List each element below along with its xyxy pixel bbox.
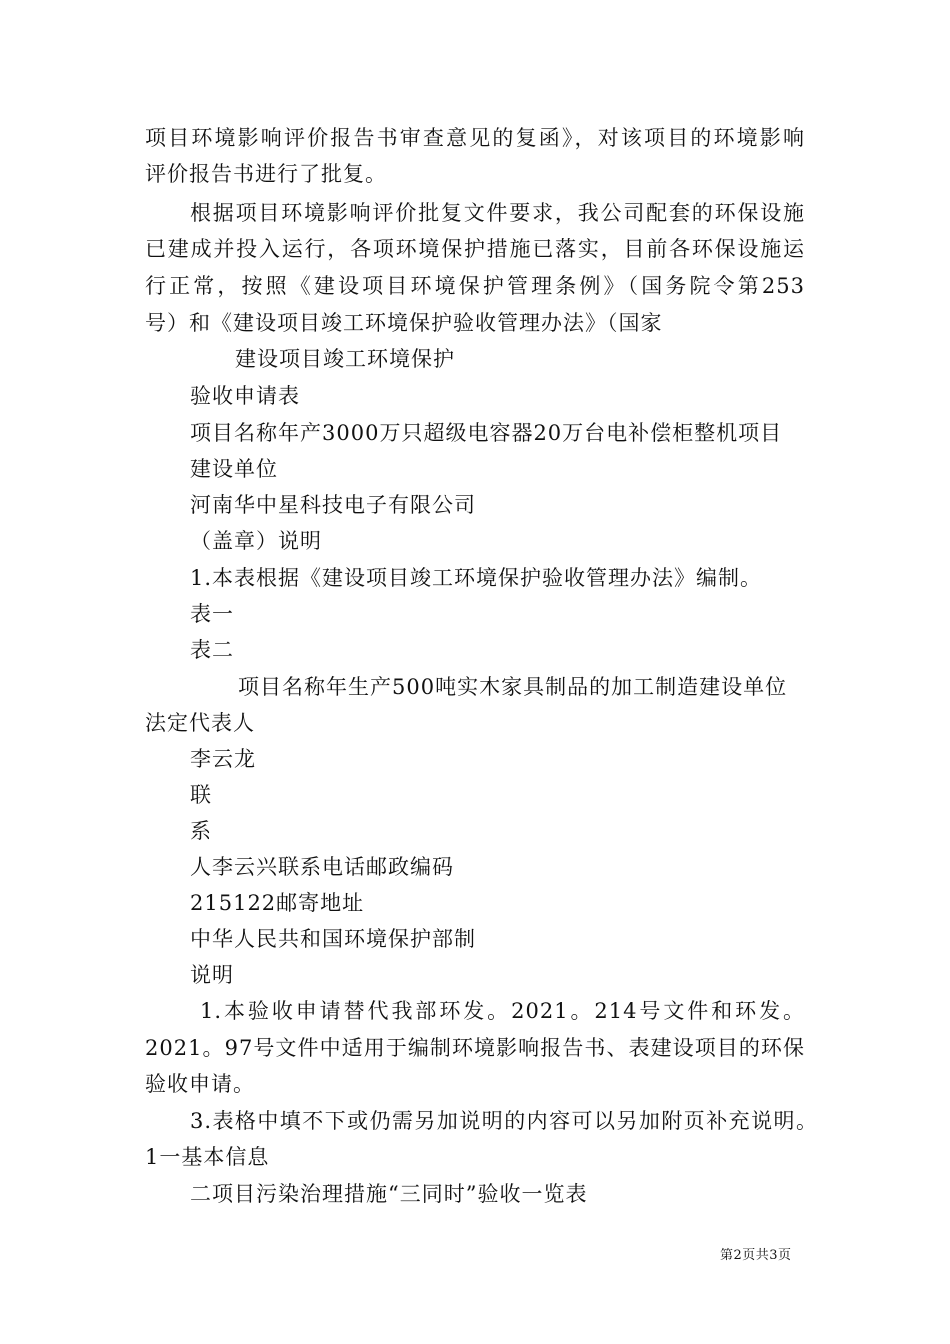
form-field-line: 李云龙 [190, 747, 256, 771]
paragraph-line: 评价报告书进行了批复。 [145, 162, 387, 186]
page-number-footer: 第2页共3页 [720, 1248, 792, 1263]
paragraph-line: 已建成并投入运行，各项环境保护措施已落实，目前各环保设施运 [145, 237, 805, 261]
paragraph-line: 二项目污染治理措施“三同时”验收一览表 [190, 1182, 588, 1206]
form-field-line: 1.本表根据《建设项目竣工环境保护验收管理办法》编制。 [190, 566, 763, 590]
form-field-line: 表二 [190, 638, 234, 662]
paragraph-line: 号）和《建设项目竣工环境保护验收管理办法》（国家 [145, 311, 663, 335]
form-field-line: 法定代表人 [145, 711, 255, 735]
form-field-line: 中华人民共和国环境保护部制 [190, 927, 476, 951]
paragraph-line: 3.表格中填不下或仍需另加说明的内容可以另加附页补充说明。 [190, 1109, 818, 1133]
form-field-line: 说明 [190, 963, 234, 987]
form-field-line: 项目名称年产3000万只超级电容器20万台电补偿柜整机项目 [190, 421, 783, 445]
paragraph-line: 2021。97号文件中适用于编制环境影响报告书、表建设项目的环保 [145, 1036, 805, 1060]
form-title-line: 建设项目竣工环境保护 [235, 347, 455, 371]
form-field-line: 215122邮寄地址 [190, 891, 365, 915]
paragraph-line: 行正常，按照《建设项目环境保护管理条例》（国务院令第253 [145, 274, 805, 298]
form-field-line: 河南华中星科技电子有限公司 [190, 493, 476, 517]
form-title-line: 验收申请表 [190, 384, 300, 408]
form-field-line: 人李云兴联系电话邮政编码 [190, 855, 454, 879]
form-field-line: 系 [190, 819, 212, 843]
form-field-line: 建设单位 [190, 457, 278, 481]
paragraph-line: 1.本验收申请替代我部环发。2021。214号文件和环发。 [200, 999, 805, 1023]
form-field-line: 联 [190, 783, 212, 807]
form-field-line: 项目名称年生产500吨实木家具制品的加工制造建设单位 [238, 675, 788, 699]
paragraph-line: 验收申请。 [145, 1072, 255, 1096]
paragraph-line: 根据项目环境影响评价批复文件要求，我公司配套的环保设施 [190, 201, 805, 225]
paragraph-line: 1一基本信息 [145, 1145, 270, 1169]
paragraph-line: 项目环境影响评价报告书审查意见的复函》，对该项目的环境影响 [145, 126, 805, 150]
form-field-line: （盖章）说明 [190, 529, 322, 553]
form-field-line: 表一 [190, 602, 234, 626]
